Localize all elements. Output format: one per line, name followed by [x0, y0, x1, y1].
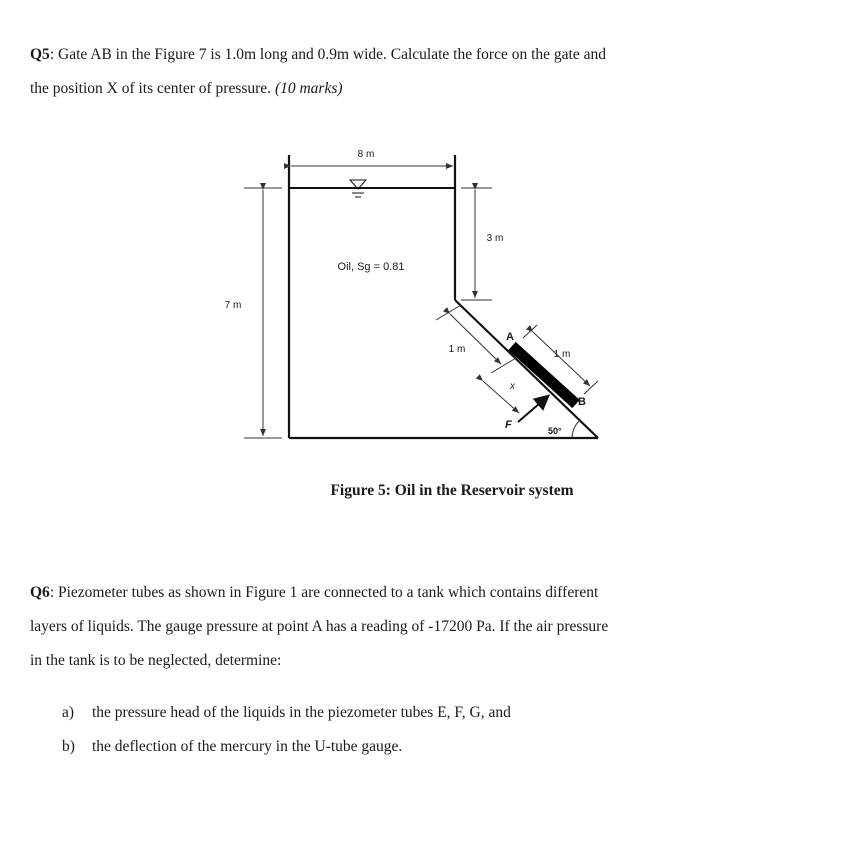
- q5-text-2: the position X of its center of pressure.: [30, 80, 272, 97]
- x-label: x: [510, 381, 515, 392]
- angle-arc: [572, 420, 580, 438]
- q5-number: Q5: [30, 46, 50, 63]
- tank-outline: [289, 155, 598, 438]
- q5-marks: (10 marks): [274, 80, 343, 97]
- figure-caption: Figure 5: Oil in the Reservoir system: [330, 482, 574, 499]
- depth-label: 3 m: [486, 233, 504, 244]
- q6-number: Q6: [30, 584, 50, 601]
- point-a-label: A: [506, 331, 514, 343]
- q6-text-1: : Piezometer tubes as shown in Figure 1 are connected to a tank which contains different: [49, 584, 599, 601]
- list-item-text: the pressure head of the liquids in the piezometer tubes E, F, G, and: [92, 704, 511, 721]
- q6-list: [62, 696, 511, 764]
- slope-label-right: 1 m: [553, 349, 571, 360]
- fluid-label: Oil, Sg = 0.81: [337, 261, 405, 273]
- slope-label-left: 1 m: [448, 344, 466, 355]
- list-item-label: a): [62, 704, 75, 721]
- list-item: [62, 696, 511, 730]
- q6-line-3: in the tank is to be neglected, determine:: [30, 652, 282, 669]
- slope-dimension-left: [436, 305, 516, 373]
- height-dimension: [244, 188, 282, 438]
- list-item-text: the deflection of the mercury in the U-tube gauge.: [92, 738, 403, 755]
- depth-dimension: [461, 188, 492, 300]
- width-label: 8 m: [357, 149, 375, 160]
- point-b-label: B: [578, 396, 586, 408]
- height-label: 7 m: [224, 300, 242, 311]
- q6-line-2: layers of liquids. The gauge pressure at point A has a reading of -17200 Pa. If the air pressure: [30, 618, 609, 635]
- list-item-label: b): [62, 738, 75, 755]
- force-label: F: [505, 419, 512, 431]
- list-item: [62, 730, 511, 764]
- question-6: [30, 576, 820, 678]
- q6-line-1: [30, 576, 820, 610]
- q5-text-1: : Gate AB in the Figure 7 is 1.0m long and 0.9m wide. Calculate the force on the gate and: [49, 46, 606, 63]
- angle-label: 50°: [548, 426, 562, 436]
- force-arrow: [518, 397, 547, 422]
